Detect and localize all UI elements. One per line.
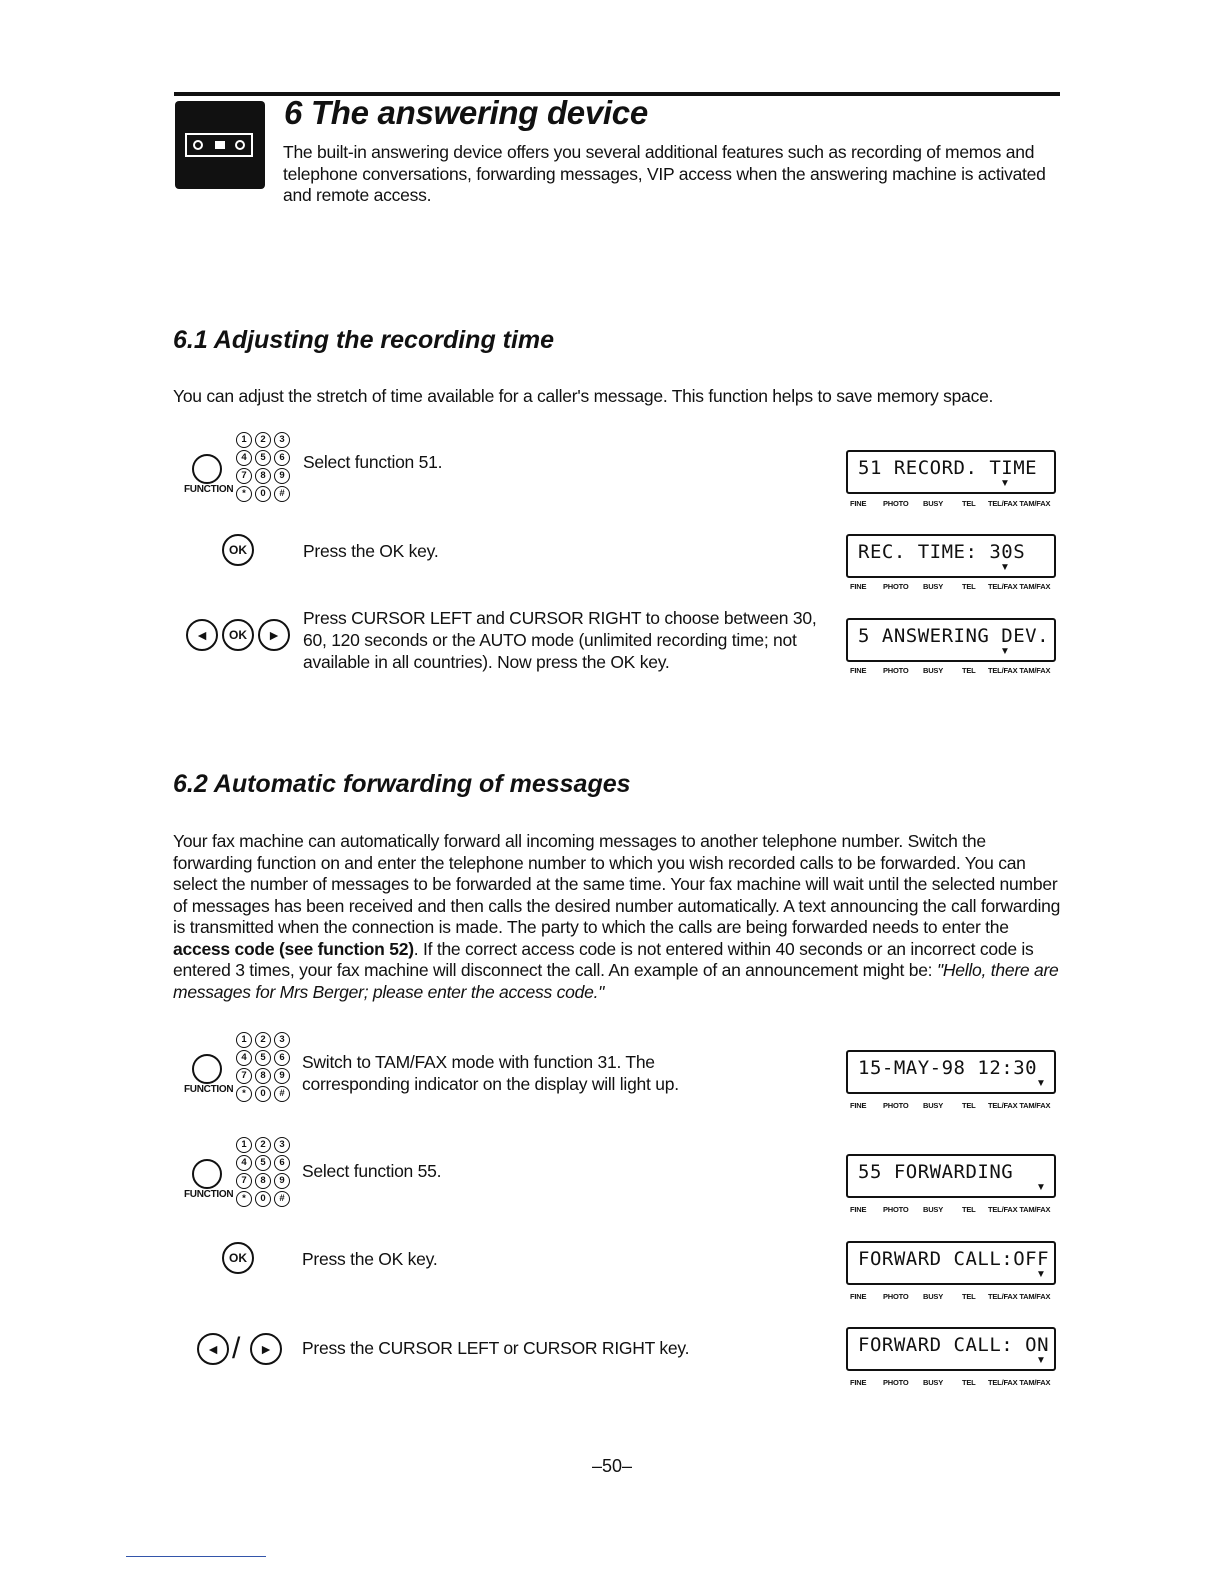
key-4[interactable]: 4	[236, 1155, 252, 1171]
key-0[interactable]: 0	[255, 486, 271, 502]
step-instruction: Press CURSOR LEFT and CURSOR RIGHT to choose between 30, 60, 120 seconds or the AUTO mode (unlimited recording time; not available in all countries). Now press the OK key.	[303, 608, 817, 672]
down-arrow-icon: ▼	[1000, 478, 1010, 489]
down-arrow-icon: ▼	[1036, 1269, 1046, 1280]
section-6-2-paragraph	[173, 831, 1061, 1003]
key-8[interactable]: 8	[255, 1173, 271, 1189]
page-number: –50–	[591, 1456, 633, 1476]
step-instruction: Press the OK key.	[302, 1249, 438, 1269]
function-key-icon[interactable]	[192, 1159, 222, 1189]
lcd-text: 55 FORWARDING	[858, 1161, 1014, 1183]
function-keypad[interactable]	[176, 1137, 316, 1217]
down-arrow-icon: ▼	[1036, 1182, 1046, 1193]
key-5[interactable]: 5	[255, 450, 271, 466]
function-key-icon[interactable]	[192, 1054, 222, 1084]
cursor-right-key-icon[interactable]: ►	[258, 619, 290, 651]
status-indicators: FINE PHOTO BUSY TEL TEL/FAX TAM/FAX	[850, 1378, 1051, 1387]
key-7[interactable]: 7	[236, 468, 252, 484]
ok-key-icon[interactable]: OK	[222, 534, 254, 566]
function-keypad[interactable]	[176, 1032, 316, 1112]
function-keypad[interactable]	[176, 432, 316, 512]
lcd-text: 15-MAY-98 12:30	[858, 1057, 1038, 1079]
key-6[interactable]: 6	[274, 450, 290, 466]
cursor-left-key-icon[interactable]: ◄	[197, 1333, 229, 1365]
lcd-text: FORWARD CALL:OFF	[858, 1248, 1050, 1270]
status-indicators: FINE PHOTO BUSY TEL TEL/FAX TAM/FAX	[850, 1205, 1051, 1214]
key-5[interactable]: 5	[255, 1050, 271, 1066]
key-star[interactable]: *	[236, 1191, 252, 1207]
chapter-title: 6 The answering device	[284, 94, 648, 131]
bottom-rule	[126, 1556, 266, 1557]
key-6[interactable]: 6	[274, 1155, 290, 1171]
status-indicators: FINE PHOTO BUSY TEL TEL/FAX TAM/FAX	[850, 666, 1051, 675]
or-slash: /	[232, 1332, 241, 1365]
function-label: FUNCTION	[184, 484, 234, 495]
lcd-display	[846, 1154, 1056, 1198]
key-hash[interactable]: #	[274, 486, 290, 502]
status-indicators: FINE PHOTO BUSY TEL TEL/FAX TAM/FAX	[850, 1101, 1051, 1110]
key-4[interactable]: 4	[236, 450, 252, 466]
key-hash[interactable]: #	[274, 1086, 290, 1102]
chapter-intro: The built-in answering device offers you several additional features such as recording of memos and telephone conversations, forwarding messages, VIP access when the answering machine is activated and remote access.	[283, 142, 1046, 205]
key-hash[interactable]: #	[274, 1191, 290, 1207]
lcd-text: 51 RECORD. TIME	[858, 457, 1038, 479]
key-3[interactable]: 3	[274, 432, 290, 448]
lcd-display	[846, 1327, 1056, 1371]
ok-key-icon[interactable]: OK	[222, 619, 254, 651]
key-star[interactable]: *	[236, 486, 252, 502]
cassette-tape-icon	[175, 101, 265, 189]
step-instruction: Select function 55.	[302, 1161, 442, 1181]
key-8[interactable]: 8	[255, 468, 271, 484]
cursor-left-key-icon[interactable]: ◄	[186, 619, 218, 651]
key-0[interactable]: 0	[255, 1086, 271, 1102]
lcd-display	[846, 534, 1056, 578]
key-7[interactable]: 7	[236, 1173, 252, 1189]
key-9[interactable]: 9	[274, 468, 290, 484]
function-key-icon[interactable]	[192, 454, 222, 484]
lcd-display	[846, 1050, 1056, 1094]
digit-keys[interactable]	[236, 432, 292, 504]
down-arrow-icon: ▼	[1000, 646, 1010, 657]
section-6-1-paragraph: You can adjust the stretch of time available for a caller's message. This function helps to save memory space.	[173, 386, 994, 406]
lcd-display	[846, 1241, 1056, 1285]
cursor-right-key-icon[interactable]: ►	[250, 1333, 282, 1365]
section-6-1-title: 6.1 Adjusting the recording time	[173, 326, 555, 354]
down-arrow-icon: ▼	[1036, 1355, 1046, 1366]
key-1[interactable]: 1	[236, 1032, 252, 1048]
paragraph-bold-text: access code (see function 52)	[173, 938, 414, 959]
status-indicators: FINE PHOTO BUSY TEL TEL/FAX TAM/FAX	[850, 582, 1051, 591]
status-indicators: FINE PHOTO BUSY TEL TEL/FAX TAM/FAX	[850, 499, 1051, 508]
ok-key-icon[interactable]: OK	[222, 1242, 254, 1274]
key-3[interactable]: 3	[274, 1137, 290, 1153]
key-1[interactable]: 1	[236, 432, 252, 448]
digit-keys[interactable]	[236, 1032, 292, 1104]
function-label: FUNCTION	[184, 1189, 234, 1200]
key-9[interactable]: 9	[274, 1068, 290, 1084]
key-4[interactable]: 4	[236, 1050, 252, 1066]
lcd-text: 5 ANSWERING DEV.	[858, 625, 1050, 647]
key-5[interactable]: 5	[255, 1155, 271, 1171]
key-2[interactable]: 2	[255, 1137, 271, 1153]
step-instruction: Select function 51.	[303, 452, 443, 472]
announcement-example: "Hello, there are messages for Mrs Berger; please enter the access code."	[173, 960, 1059, 1002]
lcd-text: FORWARD CALL: ON	[858, 1334, 1050, 1356]
key-star[interactable]: *	[236, 1086, 252, 1102]
lcd-display	[846, 450, 1056, 494]
step-instruction: Press the CURSOR LEFT or CURSOR RIGHT key.	[302, 1338, 690, 1358]
key-2[interactable]: 2	[255, 432, 271, 448]
paragraph-text: Your fax machine can automatically forward all incoming messages to another telephone number. Switch the forwarding function on and enter the telephone number to which you wish recorded calls to be forwarded. You can select the number of messages to be forwarded at the same time. Your fax machine will wait until the selected number of messages has been received and then calls the desired number automatically. A text announcing the call forwarding is transmitted when the connection is made. The party to which the calls are being forwarded needs to enter the	[173, 831, 1061, 937]
key-3[interactable]: 3	[274, 1032, 290, 1048]
step-instruction: Press the OK key.	[303, 541, 439, 561]
function-label: FUNCTION	[184, 1084, 234, 1095]
key-7[interactable]: 7	[236, 1068, 252, 1084]
section-6-2-title: 6.2 Automatic forwarding of messages	[173, 770, 631, 798]
status-indicators: FINE PHOTO BUSY TEL TEL/FAX TAM/FAX	[850, 1292, 1051, 1301]
down-arrow-icon: ▼	[1036, 1078, 1046, 1089]
key-1[interactable]: 1	[236, 1137, 252, 1153]
digit-keys[interactable]	[236, 1137, 292, 1209]
paragraph-text: . If the correct access code is not entered within 40 seconds or an incorrect code is entered 3 times, your fax machine will disconnect the call. An example of an announcement might be:	[173, 938, 1034, 980]
key-6[interactable]: 6	[274, 1050, 290, 1066]
step-instruction: Switch to TAM/FAX mode with function 31. The corresponding indicator on the display will light up.	[302, 1052, 679, 1094]
key-2[interactable]: 2	[255, 1032, 271, 1048]
key-9[interactable]: 9	[274, 1173, 290, 1189]
lcd-display	[846, 618, 1056, 662]
key-8[interactable]: 8	[255, 1068, 271, 1084]
down-arrow-icon: ▼	[1000, 562, 1010, 573]
lcd-text: REC. TIME: 30S	[858, 541, 1026, 563]
key-0[interactable]: 0	[255, 1191, 271, 1207]
